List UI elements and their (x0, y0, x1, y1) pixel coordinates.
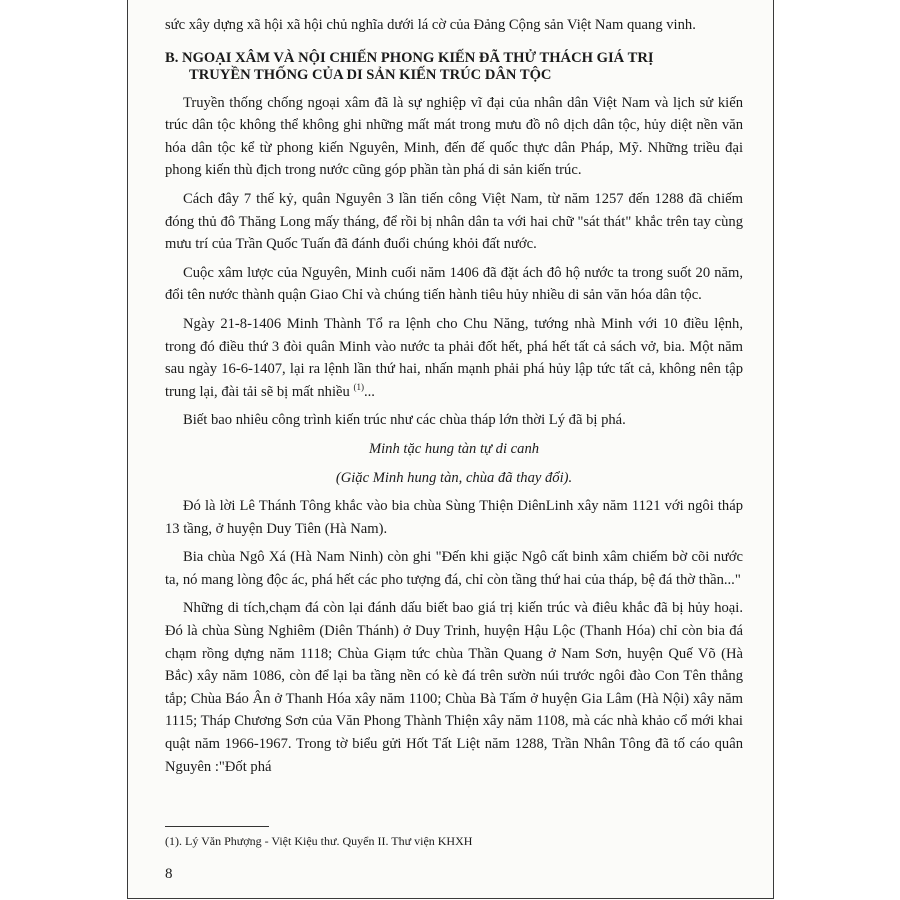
paragraph: Đó là lời Lê Thánh Tông khắc vào bia chùa Sùng Thiện DiênLinh xây năm 1121 với ngôi tháp 13 tầng, ở huyện Duy Tiên (Hà Nam). (165, 498, 743, 537)
section-heading-line2: TRUYỀN THỐNG CỦA DI SẢN KIẾN TRÚC DÂN TỘC (189, 66, 552, 83)
paragraph: Truyền thống chống ngoại xâm đã là sự nghiệp vĩ đại của nhân dân Việt Nam và lịch sử kiến trúc dân tộc không thể không ghi những mất mát trong mưu đồ nô dịch dân tộc, hủy diệt nền văn hóa dân tộc kể từ phong kiến Nguyên, Minh, đến đế quốc thực dân Pháp, Mỹ. Những triều đại phong kiến thù địch trong nước cũng góp phần tàn phá di sản kiến trúc. (165, 94, 743, 179)
paragraph-with-footnote (165, 313, 743, 403)
verse-quote (165, 438, 743, 489)
page-number: 8 (165, 866, 173, 882)
footnote-divider (165, 826, 269, 827)
paragraph: Biết bao nhiêu công trình kiến trúc như các chùa tháp lớn thời Lý đã bị phá. (183, 412, 626, 429)
section-heading-line1: B. NGOẠI XÂM VÀ NỘI CHIẾN PHONG KIẾN ĐÃ THỬ THÁCH GIÁ TRỊ (165, 49, 654, 66)
paragraph: Cách đây 7 thế kỷ, quân Nguyên 3 lần tiến công Việt Nam, từ năm 1257 đến 1288 đã chiếm đóng thủ đô Thăng Long mấy tháng, để rồi bị nhân dân ta với hai chữ "sát thát" khắc trên tay cùng mưu trí của Trần Quốc Tuấn đã đánh đuổi chúng khỏi đất nước. (165, 190, 743, 253)
paragraph: Bia chùa Ngô Xá (Hà Nam Ninh) còn ghi "Đến khi giặc Ngô cất binh xâm chiếm bờ cõi nước ta, nó mang lòng độc ác, phá hết các pho tượng đá, chỉ còn tầng thứ hai của tháp, bệ đá thờ thần..." (165, 549, 743, 588)
book-page (127, 0, 774, 899)
paragraph: Cuộc xâm lược của Nguyên, Minh cuối năm 1406 đã đặt ách đô hộ nước ta trong suốt 20 năm, đổi tên nước thành quận Giao Chỉ và chúng tiến hành tiêu hủy nhiều di sản văn hóa dân tộc. (165, 264, 743, 304)
verse-line: Minh tặc hung tàn tự di canh (368, 440, 540, 457)
page-body (165, 14, 743, 784)
section-heading (165, 50, 743, 84)
paragraph-text: Ngày 21-8-1406 Minh Thành Tổ ra lệnh cho Chu Năng, tướng nhà Minh với 10 điều lệnh, trong đó điều thứ 3 đòi quân Minh vào nước ta phải đốt hết, phá hết tất cả sách vở, bia. Một năm sau ngày 16-6-1407, lại ra lệnh lần thứ hai, nhấn mạnh phải phá hủy lập tức tất cả, không nên tập trung lại, đài tải sẽ bị mất nhiều (165, 315, 743, 400)
top-fragment: sức xây dựng xã hội xã hội chủ nghĩa dưới lá cờ của Đảng Cộng sản Việt Nam quang vinh. (165, 17, 696, 33)
footnote-marker: (1) (353, 381, 364, 392)
verse-translation: (Giặc Minh hung tàn, chùa đã thay đổi). (335, 469, 573, 486)
paragraph-ellipsis: ... (363, 383, 375, 400)
paragraph: Những di tích,chạm đá còn lại đánh dấu biết bao giá trị kiến trúc và điêu khắc đã bị hủy hoại. Đó là chùa Sùng Nghiêm (Diên Thánh) ở Duy Trinh, huyện Hậu Lộc (Thanh Hóa) chỉ còn bia đá chạm rồng dựng năm 1118; Chùa Giạm tức chùa Thần Quang ở Nam Sơn, huyện Quế Võ (Hà Bắc) xây năm 1086, còn để lại ba tầng nền có kè đá trên sườn núi trước ngôi đào Con Tên thẳng tắp; Chùa Báo Ân ở Thanh Hóa xây năm 1100; Chùa Bà Tấm ở huyện Gia Lâm (Hà Nội) xây năm 1115; Tháp Chương Sơn của Văn Phong Thành Thiện xây năm 1108, mà các nhà khảo cổ mới khai quật năm 1966-1967. Trong tờ biểu gửi Hốt Tất Liệt năm 1288, Trần Nhân Tông đã tố cáo quân Nguyên :"Đốt phá (165, 600, 743, 775)
footnote: (1). Lý Văn Phượng - Việt Kiệu thư. Quyển II. Thư viện KHXH (165, 834, 473, 848)
